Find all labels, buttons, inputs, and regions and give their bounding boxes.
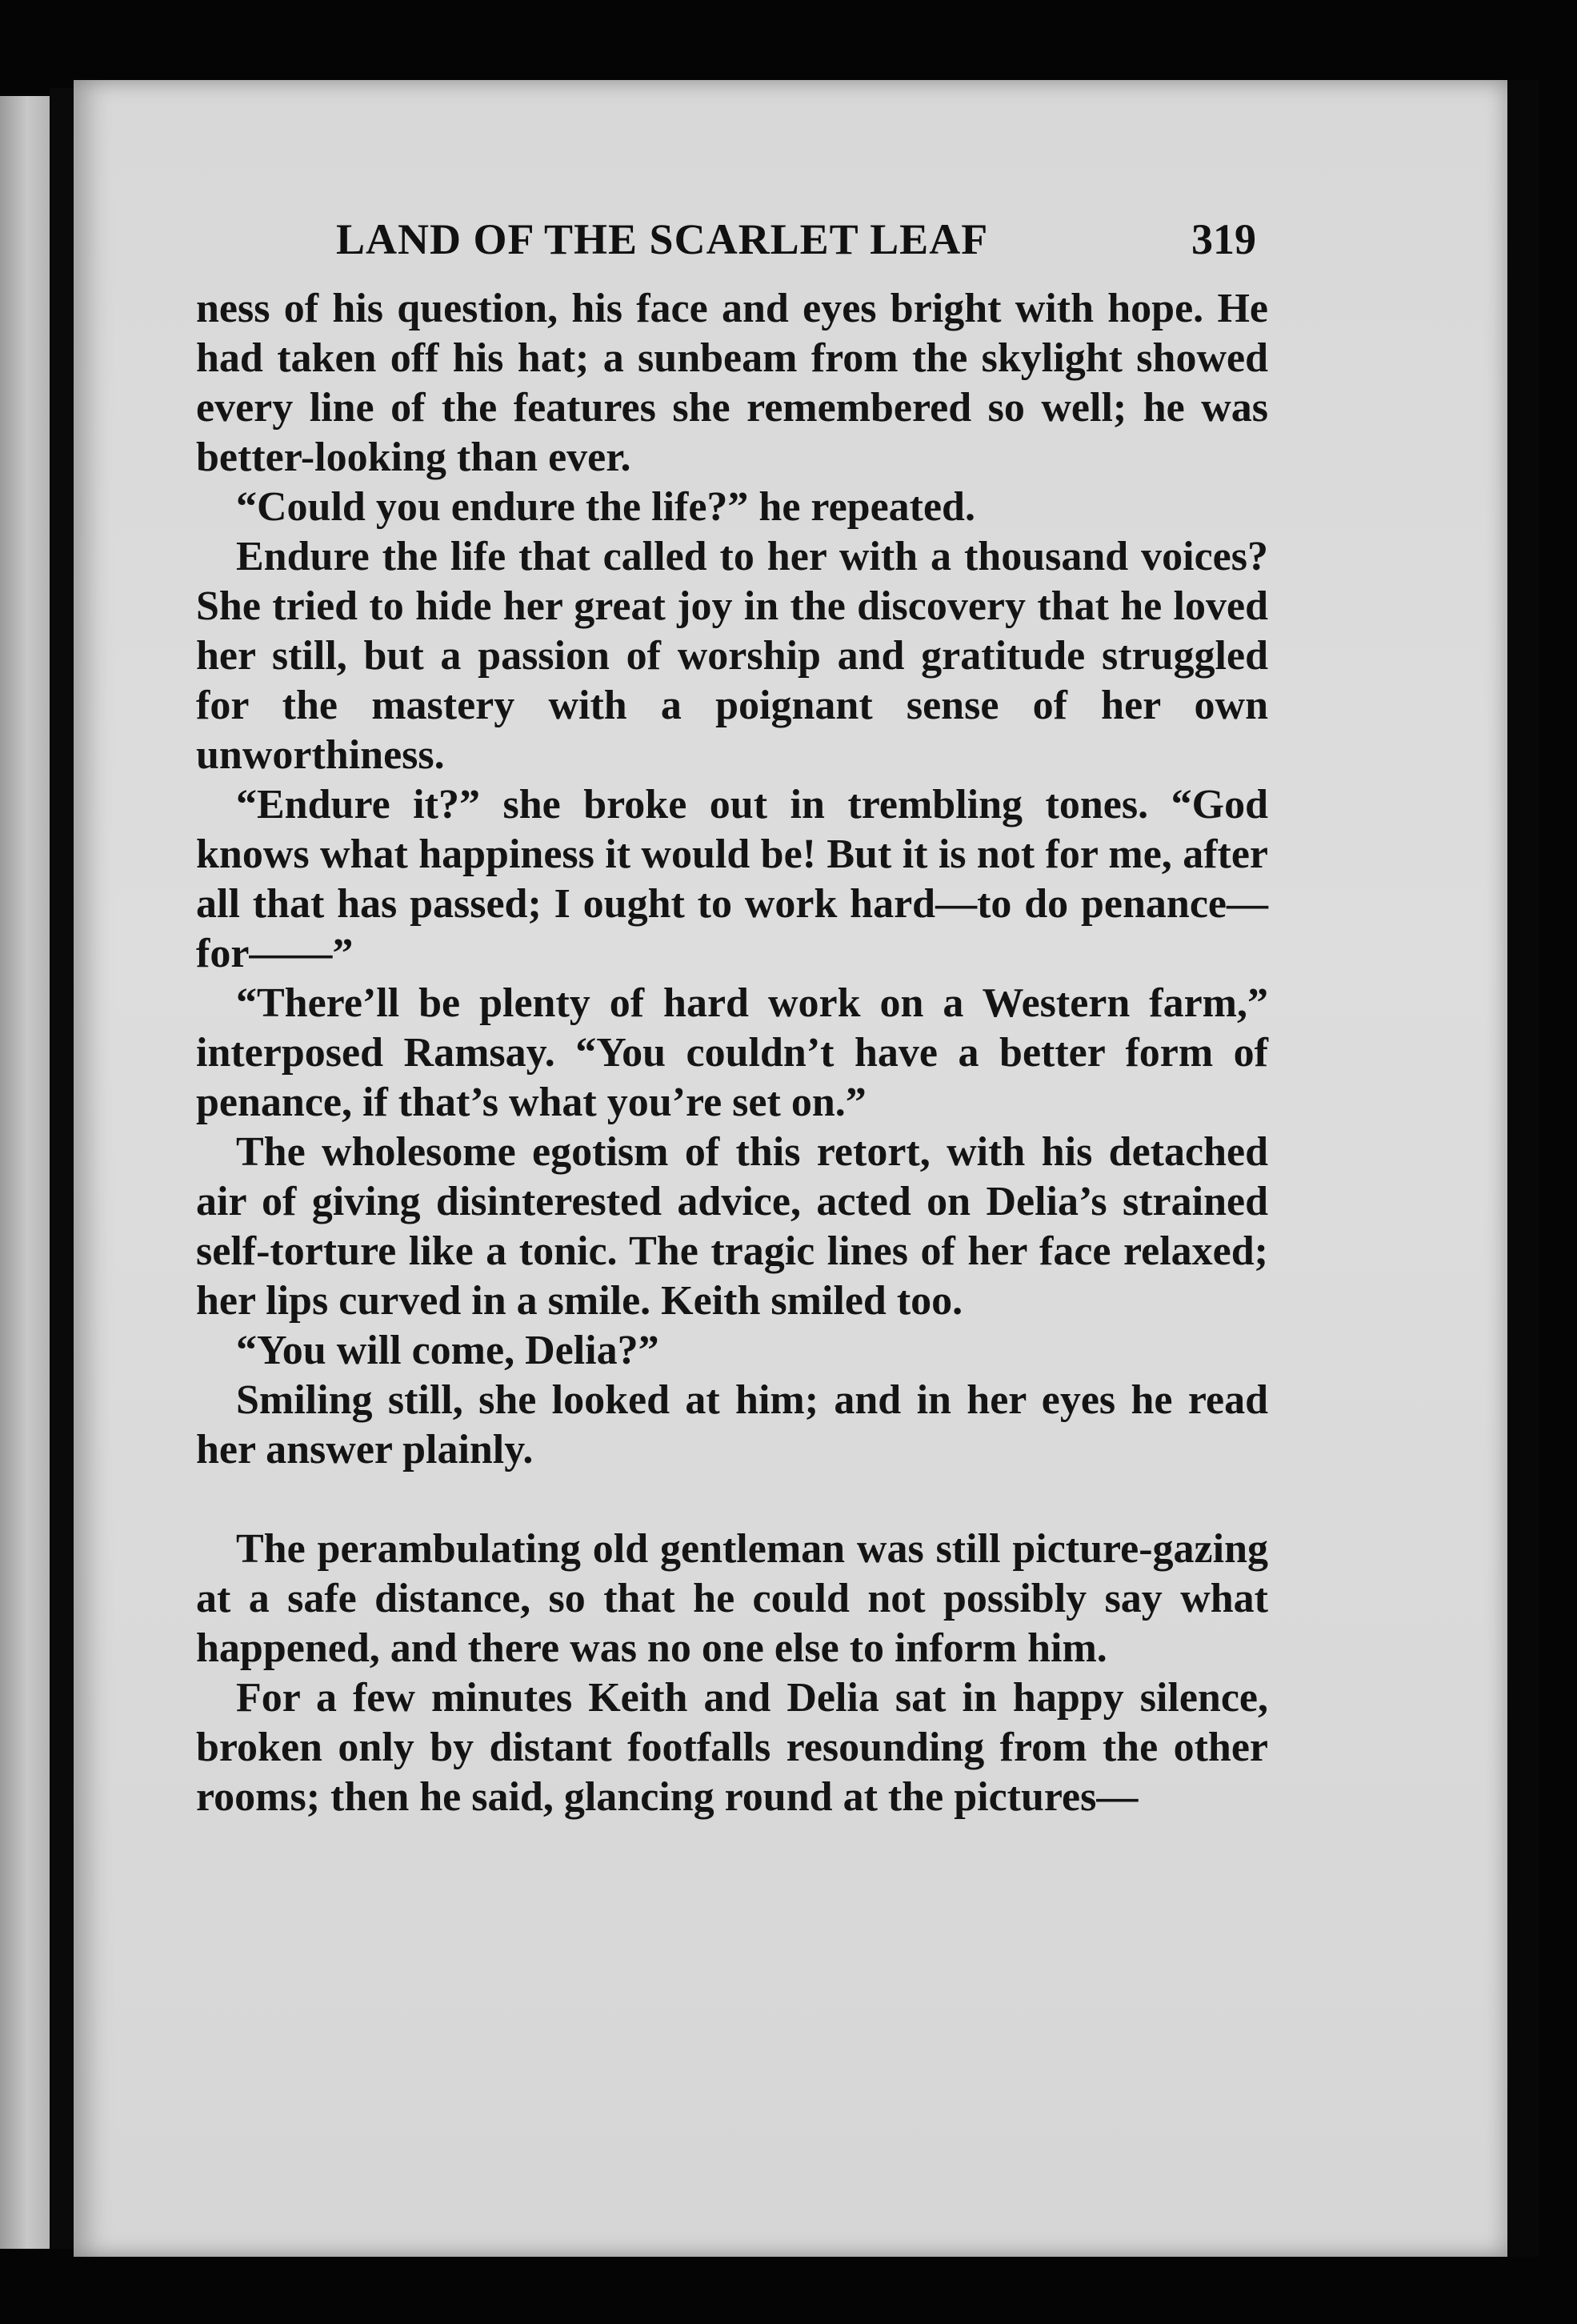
running-header	[336, 214, 1256, 270]
paragraph: “Could you endure the life?” he repeated.	[236, 484, 975, 530]
book-gutter	[50, 88, 74, 2249]
running-title: LAND OF THE SCARLET LEAF	[336, 215, 989, 263]
paragraph: “Endure it?” she broke out in trembling tones. “God knows what happiness it would be! But it is not for me, after all that has passed; I ought to work hard—to do penance—for——”	[196, 782, 1268, 976]
adjacent-page-edge	[0, 96, 50, 2249]
paragraph: ness of his question, his face and eyes bright with hope. He had taken off his hat; a sunbeam from the skylight showed every line of the features she remembered so well; he was better-looking than ever.	[196, 286, 1268, 480]
page-right-border	[1507, 80, 1539, 2257]
paragraph: “There’ll be plenty of hard work on a Western farm,” interposed Ramsay. “You couldn’t have a better form of penance, if that’s what you’re set on.”	[196, 980, 1268, 1125]
paragraph: For a few minutes Keith and Delia sat in happy silence, broken only by distant footfalls resounding from the other rooms; then he said, glancing round at the pictures—	[196, 1675, 1268, 1820]
paragraph: Smiling still, she looked at him; and in her eyes he read her answer plainly.	[196, 1377, 1268, 1473]
paragraph: The perambulating old gentleman was still picture-gazing at a safe distance, so that he could not possibly say what happened, and there was no one else to inform him.	[196, 1526, 1268, 1671]
paragraph: “You will come, Delia?”	[236, 1328, 659, 1373]
page-body	[196, 284, 1268, 1822]
paragraph: Endure the life that called to her with a thousand voices? She tried to hide her great joy in the discovery that he loved her still, but a passion of worship and gratitude struggled for the mastery with a poignant sense of her own unworthiness.	[196, 534, 1268, 778]
paragraph: The wholesome egotism of this retort, with his detached air of giving disinterested advice, acted on Delia’s strained self-torture like a tonic. The tragic lines of her face relaxed; her lips curved in a smile. Keith smiled too.	[196, 1129, 1268, 1324]
page-number: 319	[1191, 215, 1256, 263]
